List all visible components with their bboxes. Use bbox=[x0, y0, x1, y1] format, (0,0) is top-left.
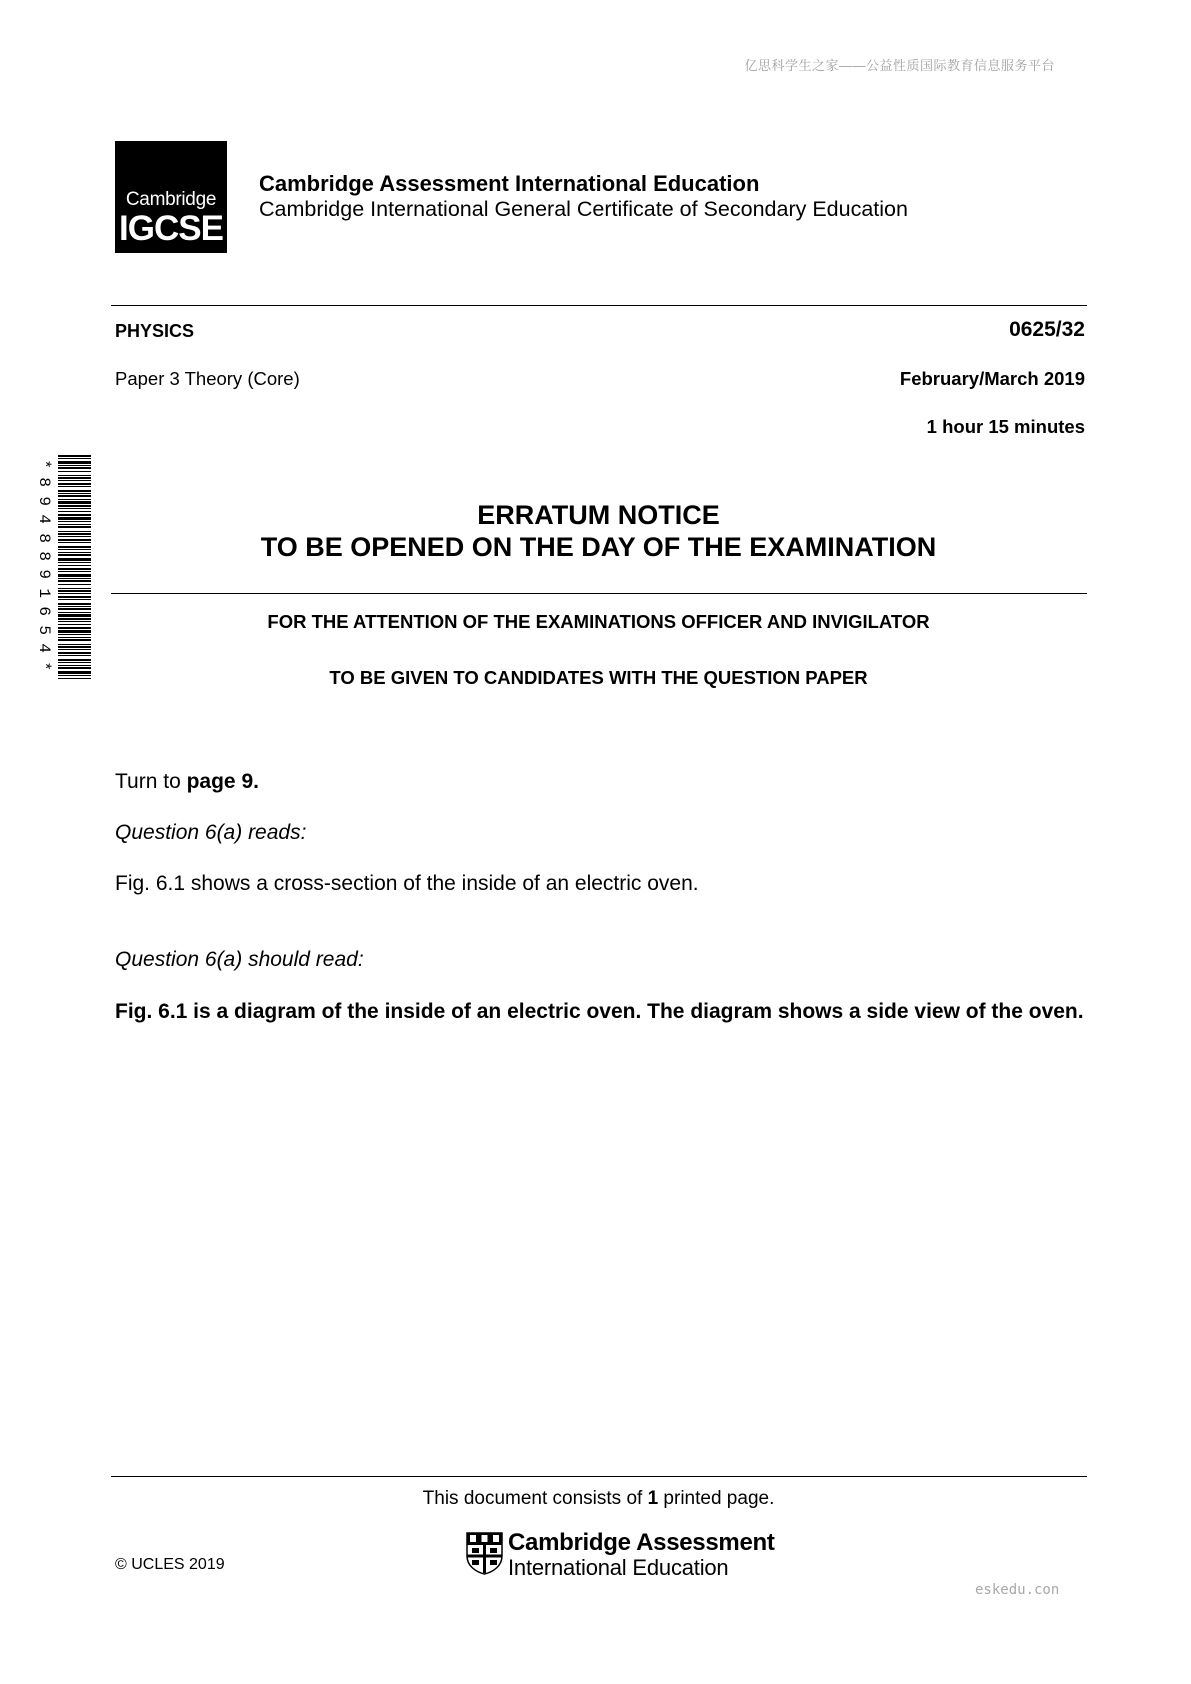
attention-notice: FOR THE ATTENTION OF THE EXAMINATIONS OFFICER AND INVIGILATOR bbox=[267, 611, 930, 632]
watermark-bottom: eskedu.con bbox=[975, 1582, 1060, 1598]
igcse-logo bbox=[115, 141, 227, 253]
turn-to-prefix: Turn to bbox=[115, 770, 187, 793]
barcode bbox=[34, 455, 94, 680]
copyright: © UCLES 2019 bbox=[115, 1556, 225, 1573]
subject: PHYSICS bbox=[115, 321, 195, 341]
exam-session: February/March 2019 bbox=[899, 368, 1085, 389]
question-reads-label: Question 6(a) reads: bbox=[115, 821, 307, 844]
page-count-statement: This document consists of 1 printed page. bbox=[422, 1488, 775, 1509]
paper-name: Paper 3 Theory (Core) bbox=[115, 368, 300, 389]
barcode-digits: * 8 9 4 8 8 9 1 6 5 4 * bbox=[35, 459, 54, 672]
exam-duration: 1 hour 15 minutes bbox=[926, 416, 1085, 437]
question-should-read-label: Question 6(a) should read: bbox=[115, 948, 364, 971]
candidates-notice: TO BE GIVEN TO CANDIDATES WITH THE QUESTION PAPER bbox=[329, 667, 868, 688]
watermark-top: 亿思科学生之家——公益性质国际教育信息服务平台 bbox=[744, 58, 1055, 73]
corrected-text: Fig. 6.1 is a diagram of the inside of an electric oven. The diagram shows a side view of the oven. bbox=[115, 1000, 1084, 1023]
syllabus-code: 0625/32 bbox=[1009, 318, 1085, 341]
page-count: 1 bbox=[647, 1488, 659, 1509]
turn-to-page: page 9. bbox=[186, 770, 259, 793]
footer-divider bbox=[111, 1476, 1087, 1477]
logo-cambridge-text: Cambridge bbox=[125, 189, 217, 210]
brand-line-1: Cambridge Assessment bbox=[508, 1529, 775, 1556]
qualification-name: Cambridge International General Certificate of Secondary Education bbox=[259, 197, 908, 221]
brand-line-2: International Education bbox=[508, 1555, 729, 1580]
original-text: Fig. 6.1 shows a cross-section of the inside of an electric oven. bbox=[115, 872, 699, 895]
top-divider bbox=[111, 305, 1087, 306]
organisation-name: Cambridge Assessment International Education bbox=[259, 171, 760, 196]
cambridge-crest-icon bbox=[466, 1532, 503, 1575]
erratum-subtitle: TO BE OPENED ON THE DAY OF THE EXAMINATION bbox=[260, 532, 937, 562]
turn-to-instruction bbox=[115, 770, 259, 794]
logo-igcse-text: IGCSE bbox=[119, 209, 223, 248]
title-divider bbox=[111, 593, 1087, 594]
erratum-title: ERRATUM NOTICE bbox=[477, 500, 720, 530]
barcode-bars bbox=[58, 455, 91, 680]
